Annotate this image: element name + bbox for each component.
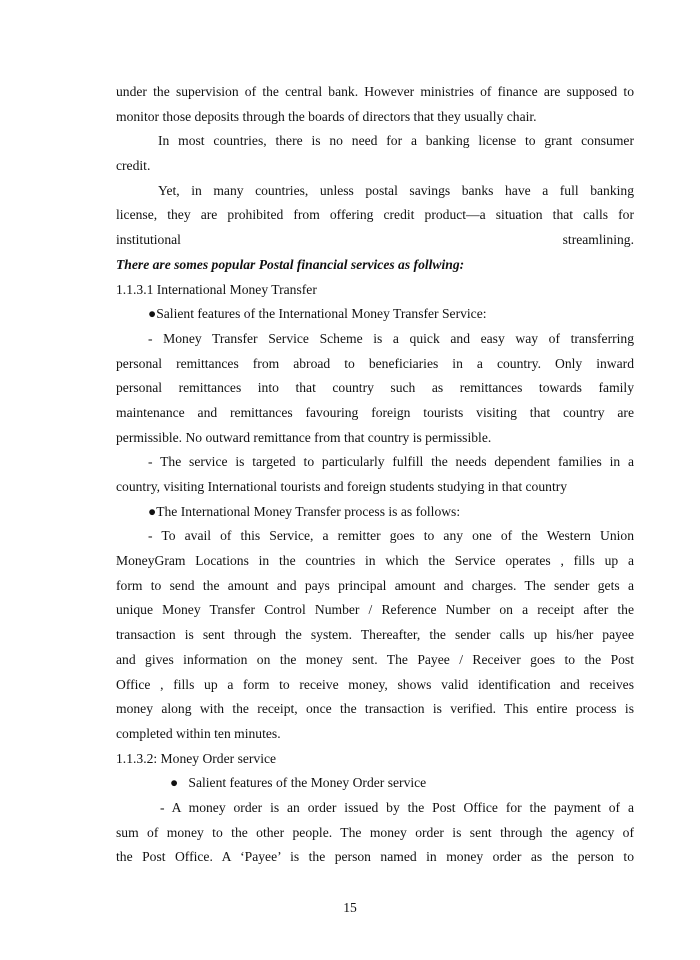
paragraph-line: and gives information on the money sent. The Payee / Receiver goes to the Post [116,651,634,667]
paragraph-line: Office , fills up a form to receive money, shows valid identification and receives [116,676,634,692]
paragraph-line: license, they are prohibited from offering credit product—a situation that calls for [116,207,634,223]
paragraph-line: credit. [116,158,151,174]
paragraph-line: - Money Transfer Service Scheme is a quick and easy way of transferring [148,330,634,346]
paragraph-line: maintenance and remittances favouring foreign tourists visiting that country are [116,404,634,420]
subsection-heading: 1.1.3.1 International Money Transfer [116,281,317,297]
paragraph-line: the Post Office. A ‘Payee’ is the person named in money order as the person to [116,849,634,865]
paragraph-line: - To avail of this Service, a remitter goes to any one of the Western Union [148,528,634,544]
subsection-heading: 1.1.3.2: Money Order service [116,750,277,766]
paragraph-line: form to send the amount and pays principal amount and charges. The sender gets a [116,577,634,593]
paragraph-line: personal remittances into that country such as remittances towards family [116,380,634,396]
word: streamlining. [562,232,634,248]
paragraph-line: In most countries, there is no need for a banking license to grant consumer [158,133,634,149]
paragraph-line: MoneyGram Locations in the countries in which the Service operates , fills up a [116,553,634,569]
page-number: 15 [343,900,357,915]
paragraph-line: transaction is sent through the system. Thereafter, the sender calls up his/her payee [116,627,634,643]
paragraph-line: country, visiting International tourists and foreign students studying in that country [116,479,568,494]
paragraph-line: sum of money to the other people. The money order is sent through the agency of [116,824,634,840]
paragraph-line [116,228,634,253]
paragraph-line: unique Money Transfer Control Number / Reference Number on a receipt after the [116,602,634,618]
paragraph-line: - A money order is an order issued by the Post Office for the payment of a [160,799,634,815]
paragraph-line: monitor those deposits through the boards of directors that they usually chair. [116,108,537,124]
paragraph-line: permissible. No outward remittance from that country is permissible. [116,429,492,445]
bullet-item: ● Salient features of the Money Order service [170,775,427,791]
section-heading: There are somes popular Postal financial services as follwing: [116,256,465,272]
bullet-item: ●Salient features of the International Money Transfer Service: [148,306,487,322]
paragraph-line: Yet, in many countries, unless postal savings banks have a full banking [158,182,634,198]
paragraph-line: completed within ten minutes. [116,725,281,741]
paragraph-line: personal remittances from abroad to beneficiaries in a country. Only inward [116,355,634,371]
bullet-item: ●The International Money Transfer process is as follows: [148,503,461,519]
word: institutional [116,232,181,248]
paragraph-line: under the supervision of the central bank. However ministries of finance are supposed to [116,84,634,99]
paragraph-line: - The service is targeted to particularly fulfill the needs dependent families in a [148,454,634,470]
paragraph-line: money along with the receipt, once the transaction is verified. This entire process is [116,701,634,717]
body-text [116,80,634,870]
